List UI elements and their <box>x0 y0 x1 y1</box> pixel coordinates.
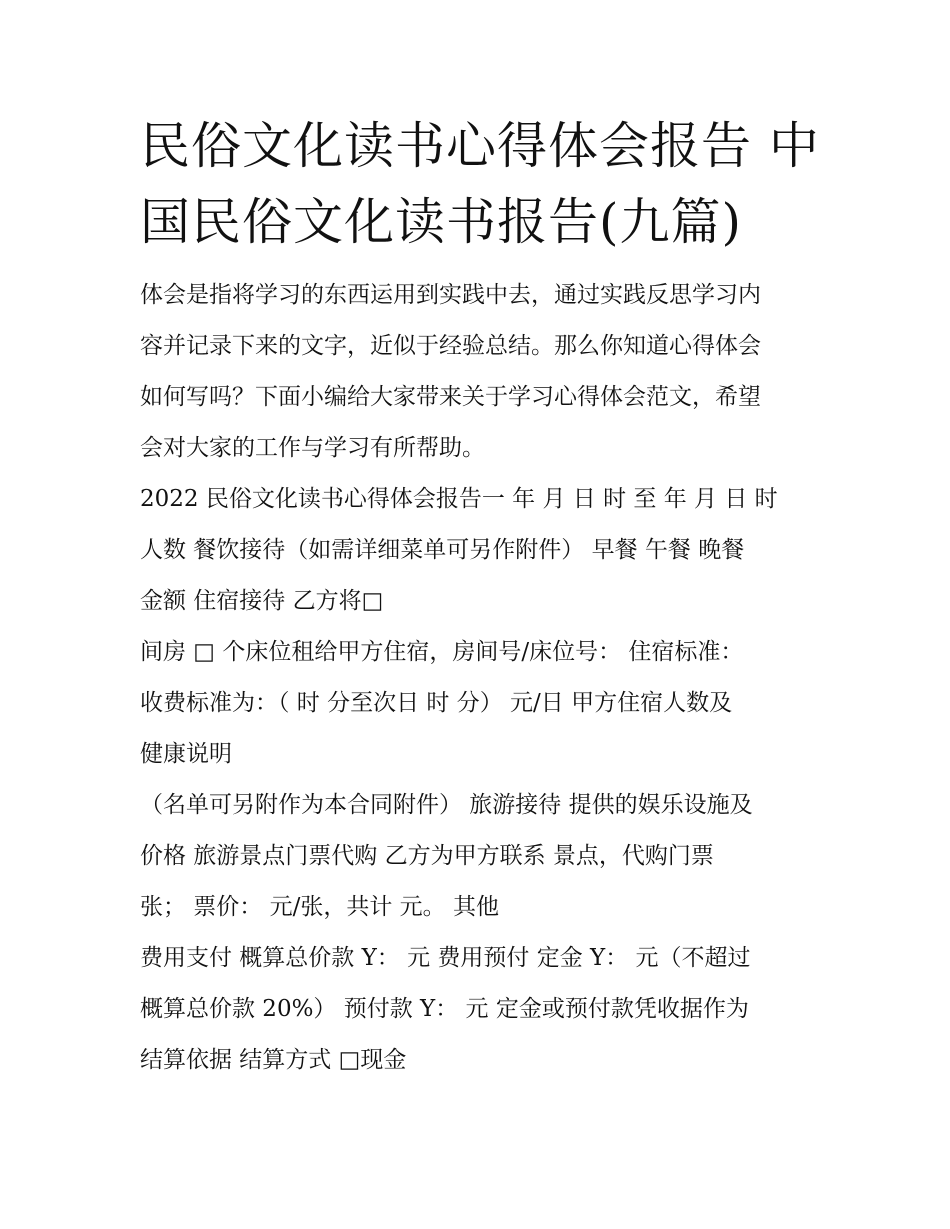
body-line: 金额 住宿接待 乙方将□ <box>140 588 384 614</box>
body-line: 如何写吗？下面小编给大家带来关于学习心得体会范文，希望 <box>140 384 761 410</box>
body-line: （名单可另附作为本合同附件） 旅游接待 提供的娱乐设施及 <box>140 792 753 818</box>
body-line: 概算总价款 20%） 预付款 Y： 元 定金或预付款凭收据作为 <box>140 996 749 1022</box>
document-title <box>140 108 820 260</box>
title-line-1: 民俗文化读书心得体会报告 中 <box>140 117 820 175</box>
body-line: 会对大家的工作与学习有所帮助。 <box>140 435 485 461</box>
body-line: 收费标准为：（ 时 分至次日 时 分） 元/日 甲方住宿人数及 <box>140 690 733 716</box>
title-line-2: 国民俗文化读书报告(九篇) <box>140 193 743 251</box>
body-line: 健康说明 <box>140 741 232 767</box>
body-line: 结算依据 结算方式 □现金 <box>140 1047 407 1073</box>
body-line: 张； 票价： 元/张，共计 元。 其他 <box>140 894 499 920</box>
body-line: 费用支付 概算总价款 Y： 元 费用预付 定金 Y： 元（不超过 <box>140 945 751 971</box>
document-body <box>140 276 830 1092</box>
body-line: 价格 旅游景点门票代购 乙方为甲方联系 景点，代购门票 <box>140 843 714 869</box>
body-line: 体会是指将学习的东西运用到实践中去，通过实践反思学习内 <box>140 282 761 308</box>
body-line: 人数 餐饮接待（如需详细菜单可另作附件） 早餐 午餐 晚餐 <box>140 537 745 563</box>
body-line: 容并记录下来的文字，近似于经验总结。那么你知道心得体会 <box>140 333 761 359</box>
body-line: 间房 □ 个床位租给甲方住宿，房间号/床位号： 住宿标准： <box>140 639 744 665</box>
body-line: 2022 民俗文化读书心得体会报告一 年 月 日 时 至 年 月 日 时 <box>140 486 778 512</box>
